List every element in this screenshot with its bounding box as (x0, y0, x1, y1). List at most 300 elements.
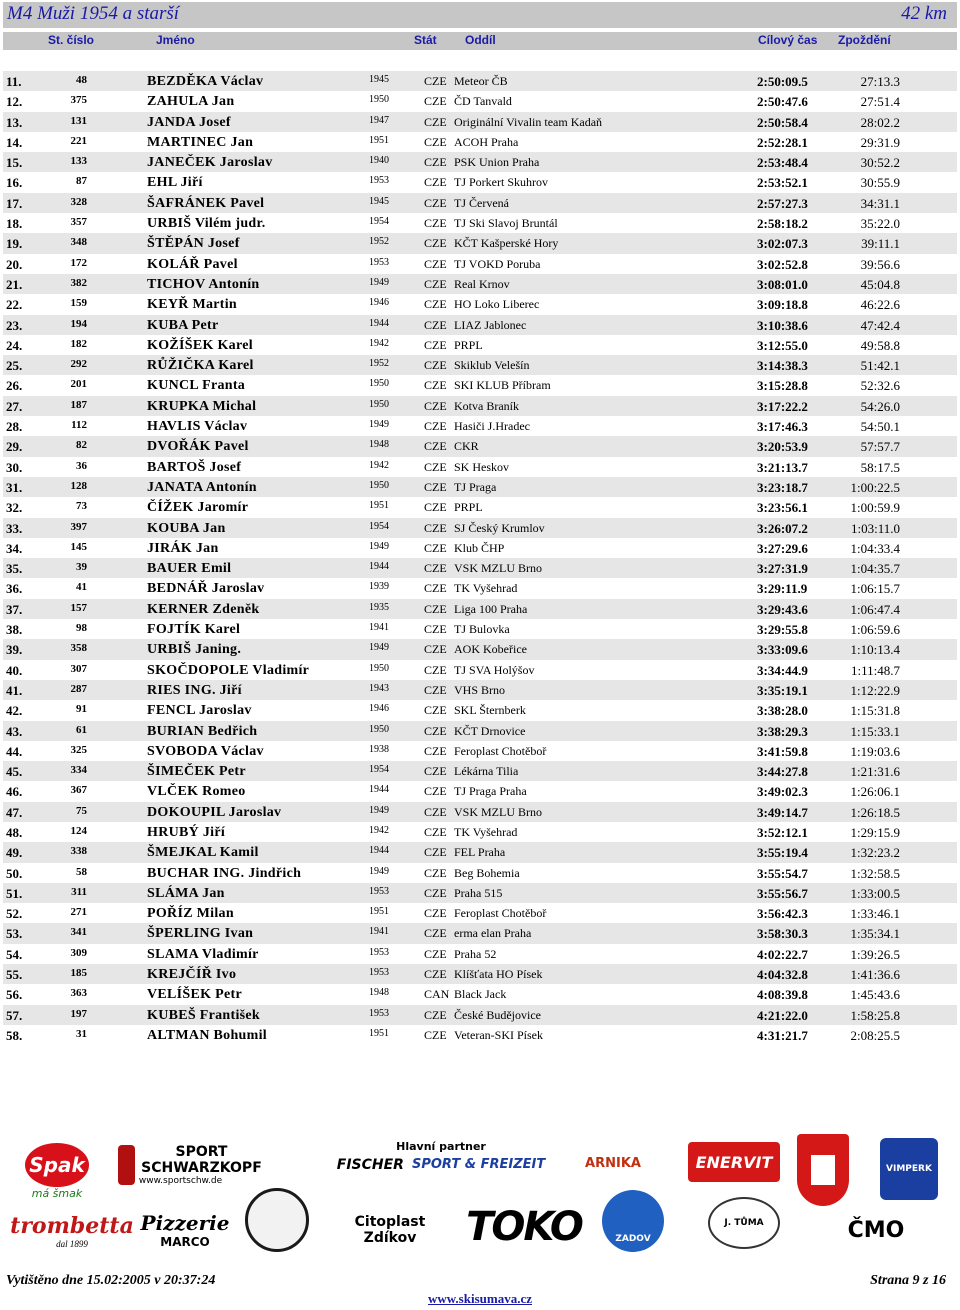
title-bar (3, 2, 957, 28)
cell-club: Real Krnov (454, 276, 510, 291)
zadov-emblem (602, 1190, 664, 1252)
cell-delay: 1:32:23.2 (850, 845, 900, 861)
cell-rank: 21. (6, 276, 23, 292)
cell-time: 3:02:52.8 (757, 256, 808, 272)
cell-year: 1943 (369, 682, 389, 694)
cell-country: CZE (424, 926, 447, 941)
cell-delay: 1:15:33.1 (850, 723, 900, 739)
cell-rank: 45. (6, 764, 23, 780)
cmo-logo (836, 1208, 916, 1252)
cell-rank: 13. (6, 114, 23, 130)
enervit-logo (688, 1142, 780, 1182)
cell-year: 1938 (369, 743, 389, 755)
cell-delay: 27:13.3 (860, 74, 900, 89)
cell-bib: 31 (76, 1027, 87, 1040)
table-row (3, 639, 957, 659)
cell-year: 1940 (369, 155, 389, 167)
cell-time: 3:49:14.7 (757, 804, 808, 820)
cell-country: CZE (424, 378, 447, 393)
main-partner-label: Hlavní partner (396, 1139, 486, 1153)
cell-time: 3:09:18.8 (757, 297, 808, 313)
cell-name: VELÍŠEK Petr (147, 987, 242, 1003)
cell-country: CZE (424, 236, 447, 251)
cell-club: TJ Ski Slavoj Bruntál (454, 216, 558, 231)
zdikov-text: Zdíkov (363, 1230, 417, 1246)
cell-delay: 34:31.1 (860, 195, 900, 211)
cell-delay: 35:22.0 (860, 216, 900, 232)
trombetta-logo (10, 1206, 134, 1256)
header-country: Stát (414, 33, 437, 47)
cell-name: EHL Jiří (147, 175, 203, 191)
cell-time: 4:31:21.7 (757, 1027, 808, 1043)
cell-bib: 197 (70, 1007, 87, 1020)
cell-country: CZE (424, 967, 447, 982)
cell-club: TJ VOKD Poruba (454, 256, 541, 271)
table-row (3, 660, 957, 680)
cell-club: KČT Kašperské Hory (454, 236, 559, 251)
table-row (3, 335, 957, 355)
cell-time: 3:33:09.6 (757, 642, 808, 658)
cell-name: BARTOŠ Josef (147, 459, 242, 475)
cell-rank: 48. (6, 824, 23, 840)
cell-name: KUBEŠ František (147, 1007, 261, 1023)
cell-delay: 51:42.1 (860, 358, 900, 374)
cell-time: 3:12:55.0 (757, 337, 808, 353)
cell-delay: 1:35:34.1 (850, 926, 900, 942)
sponsor-logos (0, 1128, 960, 1258)
cell-year: 1945 (369, 195, 389, 207)
cell-bib: 145 (70, 540, 87, 553)
cell-club: Klíšťata HO Písek (454, 967, 543, 982)
citoplast-logo (350, 1208, 430, 1252)
cell-club: Praha 515 (454, 885, 503, 900)
cell-club: Lékárna Tilia (454, 764, 519, 779)
spak-logo-text: Spak (25, 1143, 89, 1187)
cell-club: PRPL (454, 337, 483, 352)
cell-country: CZE (424, 216, 447, 231)
table-row (3, 741, 957, 761)
cell-club: PSK Union Praha (454, 155, 540, 170)
cell-country: CZE (424, 134, 447, 149)
cell-year: 1953 (369, 967, 389, 979)
table-row (3, 254, 957, 274)
cell-rank: 43. (6, 723, 23, 739)
cell-bib: 348 (70, 236, 87, 249)
trombetta-text: trombetta (10, 1213, 134, 1239)
cell-country: CZE (424, 195, 447, 210)
cell-club: Feroplast Chotěboř (454, 906, 547, 921)
cell-club: LIAZ Jablonec (454, 317, 527, 332)
header-bib: St. číslo (48, 33, 95, 47)
cell-name: ČÍŽEK Jaromír (147, 500, 249, 516)
schwarzkopf-text: SPORT SCHWARZKOPF (141, 1144, 262, 1176)
tuma-text: J. TŮMA (724, 1218, 764, 1228)
cell-club: Originální Vivalin team Kadaň (454, 114, 603, 129)
print-timestamp: Vytištěno dne 15.02:2005 v 20:37:24 (6, 1273, 216, 1288)
cell-rank: 30. (6, 459, 23, 475)
cell-name: KOLÁŘ Pavel (147, 256, 238, 272)
cell-year: 1952 (369, 358, 389, 370)
cell-year: 1951 (369, 134, 389, 146)
cell-year: 1948 (369, 987, 389, 999)
table-row (3, 984, 957, 1004)
cell-club: KČT Drnovice (454, 723, 526, 738)
cell-club: TJ Bulovka (454, 622, 510, 637)
cell-country: CZE (424, 581, 447, 596)
cell-year: 1950 (369, 94, 389, 106)
table-row (3, 538, 957, 558)
cell-country: CZE (424, 906, 447, 921)
cell-bib: 112 (71, 419, 87, 432)
cell-delay: 1:06:47.4 (850, 601, 900, 617)
cmo-text: ČMO (847, 1217, 905, 1243)
cell-club: HO Loko Liberec (454, 297, 540, 312)
cell-country: CAN (424, 987, 450, 1002)
cell-name: KUNCL Franta (147, 378, 246, 394)
cell-club: Klub ČHP (454, 540, 505, 555)
cell-time: 3:02:07.3 (757, 236, 808, 252)
cell-rank: 25. (6, 358, 23, 374)
cell-country: CZE (424, 439, 447, 454)
cell-club: České Budějovice (454, 1007, 541, 1022)
table-row (3, 761, 957, 781)
tuma-logo (708, 1194, 780, 1252)
table-row (3, 375, 957, 395)
cell-delay: 1:21:31.6 (850, 764, 900, 780)
cell-time: 3:55:56.7 (757, 885, 808, 901)
cell-name: ŠMEJKAL Kamil (147, 845, 259, 861)
cell-time: 4:04:32.8 (757, 967, 808, 983)
table-row (3, 944, 957, 964)
cell-name: RŮŽIČKA Karel (147, 358, 254, 374)
cell-time: 3:17:46.3 (757, 419, 808, 435)
cell-time: 3:44:27.8 (757, 764, 808, 780)
cell-bib: 91 (76, 703, 87, 716)
table-row (3, 599, 957, 619)
cell-time: 3:14:38.3 (757, 358, 808, 374)
spak-logo-subtext: má šmak (31, 1186, 83, 1200)
cell-club: VSK MZLU Brno (454, 804, 543, 819)
cell-rank: 46. (6, 784, 23, 800)
cell-year: 1941 (369, 926, 389, 938)
cell-delay: 52:32.6 (860, 378, 900, 394)
cell-year: 1953 (369, 946, 389, 958)
cell-name: BURIAN Bedřich (147, 723, 258, 739)
header-club: Oddíl (465, 33, 496, 47)
cell-country: CZE (424, 662, 447, 677)
cell-year: 1949 (369, 642, 389, 654)
cell-name: ŠAFRÁNEK Pavel (147, 195, 265, 211)
cell-name: DOKOUPIL Jaroslav (147, 804, 282, 820)
cell-time: 3:41:59.8 (757, 743, 808, 759)
cell-name: SLAMA Vladimír (147, 946, 259, 962)
cell-country: CZE (424, 1027, 447, 1042)
cell-country: CZE (424, 479, 447, 494)
cell-bib: 187 (70, 398, 87, 411)
cell-time: 3:38:28.0 (757, 703, 808, 719)
cell-name: ALTMAN Bohumil (147, 1027, 267, 1043)
cell-club: ČD Tanvald (454, 94, 512, 109)
cell-delay: 39:11.1 (861, 236, 900, 252)
cell-year: 1941 (369, 622, 389, 634)
arnika-text: ARNIKA (585, 1155, 641, 1171)
cell-rank: 20. (6, 256, 23, 272)
cell-country: CZE (424, 865, 447, 880)
cell-name: KRUPKA Michal (147, 398, 257, 414)
website-link[interactable]: www.skisumava.cz (427, 1291, 532, 1306)
cell-delay: 1:03:11.0 (851, 520, 900, 536)
cell-name: SVOBODA Václav (147, 743, 264, 759)
cell-bib: 271 (70, 906, 87, 919)
cell-club: FEL Praha (454, 845, 506, 860)
cell-rank: 53. (6, 926, 23, 942)
cell-bib: 397 (70, 520, 87, 533)
table-row (3, 721, 957, 741)
cell-year: 1947 (369, 114, 389, 126)
category-title: M4 Muži 1954 a starší (7, 3, 180, 24)
enervit-text: ENERVIT (695, 1152, 773, 1172)
cell-bib: 292 (70, 358, 87, 371)
cell-name: SKOČDOPOLE Vladimír (147, 662, 310, 678)
cell-club: TK Vyšehrad (454, 824, 518, 839)
cell-name: URBIŠ Vilém judr. (147, 216, 266, 232)
cell-bib: 311 (71, 885, 87, 898)
cell-rank: 31. (6, 479, 23, 495)
cell-year: 1953 (369, 885, 389, 897)
cell-rank: 14. (6, 134, 23, 150)
cell-year: 1944 (369, 317, 389, 329)
cell-bib: 73 (76, 500, 87, 513)
sport-freizeit-text: SPORT & FREIZEIT (411, 1156, 546, 1172)
cell-time: 3:23:56.1 (757, 500, 808, 516)
cell-bib: 133 (70, 155, 87, 168)
cell-time: 2:58:18.2 (757, 216, 808, 232)
table-row (3, 193, 957, 213)
cell-time: 3:10:38.6 (757, 317, 808, 333)
cell-country: CZE (424, 276, 447, 291)
table-row (3, 396, 957, 416)
cell-rank: 16. (6, 175, 23, 191)
cell-delay: 1:00:59.9 (850, 500, 900, 516)
cell-club: Hasiči J.Hradec (454, 419, 530, 434)
cell-delay: 1:04:35.7 (850, 561, 900, 577)
cell-club: Kotva Braník (454, 398, 519, 413)
skier-logo (242, 1184, 312, 1256)
cell-delay: 46:22.6 (860, 297, 900, 313)
cell-rank: 15. (6, 155, 23, 171)
cell-year: 1944 (369, 845, 389, 857)
cell-club: TJ Porkert Skuhrov (454, 175, 548, 190)
cell-country: CZE (424, 682, 447, 697)
cell-rank: 51. (6, 885, 23, 901)
cell-rank: 28. (6, 419, 23, 435)
crest-tower-shape (811, 1155, 835, 1185)
cell-club: TJ Červená (454, 195, 509, 210)
table-row (3, 152, 957, 172)
cell-delay: 1:15:31.8 (850, 703, 900, 719)
cell-rank: 32. (6, 500, 23, 516)
cell-year: 1950 (369, 662, 389, 674)
cell-club: VSK MZLU Brno (454, 561, 543, 576)
cell-year: 1950 (369, 398, 389, 410)
cell-name: FENCL Jaroslav (147, 703, 252, 719)
cell-country: CZE (424, 784, 447, 799)
cell-club: TJ SVA Holýšov (454, 662, 535, 677)
cell-bib: 182 (70, 337, 87, 350)
cell-delay: 27:51.4 (860, 94, 900, 110)
cell-rank: 39. (6, 642, 23, 658)
cell-name: KERNER Zdeněk (147, 601, 260, 617)
table-row (3, 172, 957, 192)
cell-time: 3:29:11.9 (757, 581, 808, 597)
cell-club: SKI KLUB Příbram (454, 378, 551, 393)
cell-club: SK Heskov (454, 459, 510, 474)
cell-club: Skiklub Velešín (454, 358, 530, 373)
cell-country: CZE (424, 824, 447, 839)
table-row (3, 578, 957, 598)
table-row (3, 355, 957, 375)
cell-delay: 1:33:00.5 (850, 885, 900, 901)
cell-time: 3:35:19.1 (757, 682, 808, 698)
table-row (3, 416, 957, 436)
cell-bib: 172 (70, 256, 87, 269)
cell-rank: 19. (6, 236, 23, 252)
table-row (3, 71, 957, 91)
zadov-text: ZADOV (615, 1234, 651, 1244)
table-row (3, 315, 957, 335)
cell-country: CZE (424, 358, 447, 373)
cell-delay: 2:08:25.5 (850, 1027, 900, 1043)
cell-time: 3:58:30.3 (757, 926, 808, 942)
cell-club: Veteran-SKI Písek (454, 1027, 543, 1042)
cell-year: 1939 (369, 581, 389, 593)
cell-name: JANATA Antonín (147, 479, 257, 495)
cell-club: SKL Šternberk (454, 703, 526, 718)
cell-delay: 1:06:15.7 (850, 581, 900, 597)
cell-bib: 82 (76, 439, 87, 452)
arnika-logo (578, 1140, 648, 1186)
cell-delay: 1:00:22.5 (850, 479, 900, 495)
table-row (3, 1025, 957, 1045)
cell-delay: 39:56.6 (860, 256, 900, 272)
cell-country: CZE (424, 94, 447, 109)
cell-rank: 50. (6, 865, 23, 881)
cell-time: 3:27:29.6 (757, 540, 808, 556)
cell-time: 3:20:53.9 (757, 439, 808, 455)
cell-time: 3:55:19.4 (757, 845, 808, 861)
cell-club: Black Jack (454, 987, 507, 1002)
cell-rank: 57. (6, 1007, 23, 1023)
cell-name: JANDA Josef (147, 114, 231, 130)
cell-time: 3:38:29.3 (757, 723, 808, 739)
cell-club: SJ Český Krumlov (454, 520, 545, 535)
header-delay: Zpoždění (838, 33, 891, 47)
cell-country: CZE (424, 317, 447, 332)
cell-time: 3:49:02.3 (757, 784, 808, 800)
cell-club: TK Vyšehrad (454, 581, 518, 596)
cell-rank: 40. (6, 662, 23, 678)
cell-delay: 1:33:46.1 (850, 906, 900, 922)
cell-year: 1952 (369, 236, 389, 248)
header-name: Jméno (156, 33, 195, 47)
table-row (3, 518, 957, 538)
cell-time: 4:02:22.7 (757, 946, 808, 962)
cell-name: JIRÁK Jan (147, 540, 219, 556)
cell-rank: 47. (6, 804, 23, 820)
cell-delay: 1:26:06.1 (850, 784, 900, 800)
cell-name: DVOŘÁK Pavel (147, 439, 249, 455)
cell-delay: 1:11:48.7 (851, 662, 900, 678)
cell-name: ŠIMEČEK Petr (147, 764, 246, 780)
cell-name: KOUBA Jan (147, 520, 226, 536)
cell-rank: 11. (6, 74, 22, 89)
cell-name: BEDNÁŘ Jaroslav (147, 581, 265, 597)
cell-delay: 1:12:22.9 (850, 682, 900, 698)
cell-country: CZE (424, 703, 447, 718)
cell-rank: 22. (6, 297, 23, 313)
fischer-text: FISCHER (336, 1156, 404, 1173)
cell-name: BUCHAR ING. Jindřich (147, 865, 302, 881)
pizzerie-text: Pizzerie (140, 1211, 230, 1235)
cell-bib: 194 (70, 317, 87, 330)
cell-country: CZE (424, 764, 447, 779)
cell-country: CZE (424, 398, 447, 413)
table-row (3, 923, 957, 943)
cell-bib: 338 (70, 845, 87, 858)
cell-club: ACOH Praha (454, 134, 519, 149)
toko-logo (466, 1198, 582, 1256)
cell-delay: 54:50.1 (860, 419, 900, 435)
cell-name: VLČEK Romeo (147, 784, 246, 800)
header-time: Cílový čas (758, 33, 818, 47)
cell-time: 2:50:58.4 (757, 114, 808, 130)
cell-name: RIES ING. Jiří (147, 682, 242, 698)
cell-time: 3:15:28.8 (757, 378, 808, 394)
cell-country: CZE (424, 155, 447, 170)
cell-bib: 128 (70, 479, 87, 492)
table-row (3, 700, 957, 720)
cell-country: CZE (424, 74, 447, 88)
cell-name: MARTINEC Jan (147, 134, 254, 150)
cell-bib: 58 (76, 865, 87, 878)
cell-country: CZE (424, 642, 447, 657)
cell-bib: 36 (76, 459, 87, 472)
cell-club: Liga 100 Praha (454, 601, 528, 616)
cell-bib: 357 (70, 216, 87, 229)
cell-name: KEYŘ Martin (147, 297, 238, 313)
cell-year: 1954 (369, 216, 389, 228)
table-row (3, 91, 957, 111)
table-row (3, 822, 957, 842)
table-row (3, 477, 957, 497)
cell-bib: 87 (76, 175, 87, 188)
vimperk-logo (880, 1138, 938, 1200)
cell-country: CZE (424, 723, 447, 738)
town-crest-logo (797, 1134, 849, 1206)
cell-delay: 1:26:18.5 (850, 804, 900, 820)
cell-year: 1949 (369, 419, 389, 431)
cell-bib: 124 (70, 824, 87, 837)
cell-year: 1950 (369, 479, 389, 491)
cell-name: URBIŠ Janing. (147, 642, 242, 658)
table-row (3, 619, 957, 639)
cell-year: 1946 (369, 703, 389, 715)
cell-time: 3:56:42.3 (757, 906, 808, 922)
cell-bib: 325 (70, 743, 87, 756)
cell-bib: 287 (70, 682, 87, 695)
table-row (3, 802, 957, 822)
cell-bib: 334 (70, 764, 87, 777)
